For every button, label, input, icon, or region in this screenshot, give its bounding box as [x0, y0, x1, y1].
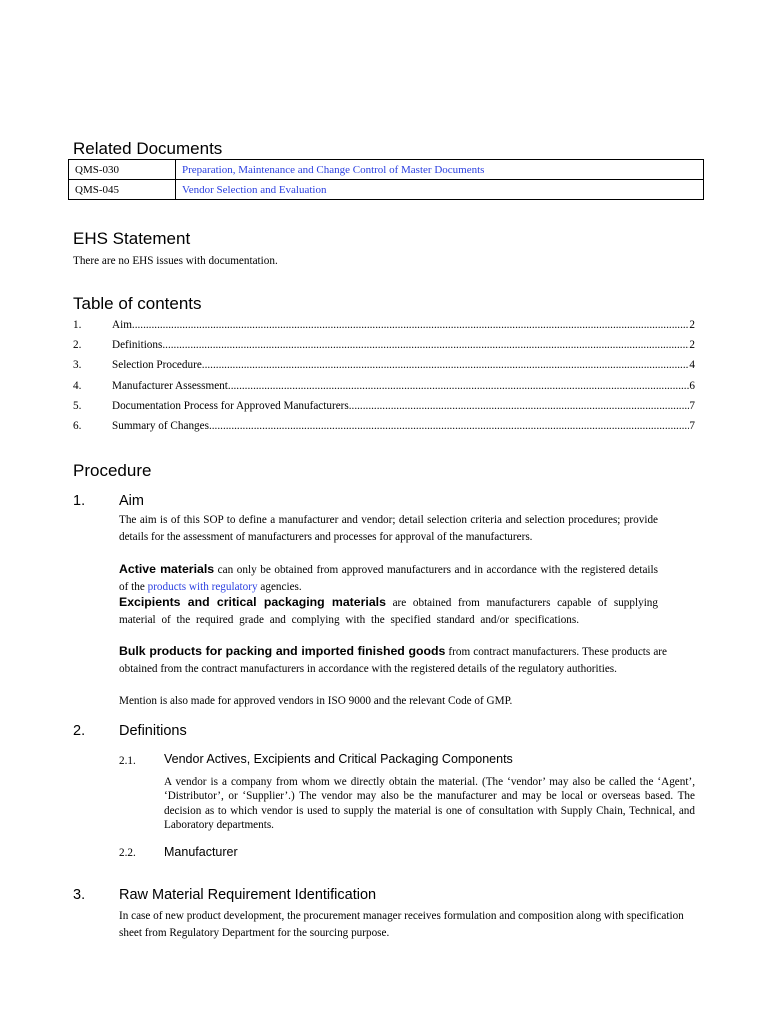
- toc-item[interactable]: [73, 359, 695, 375]
- toc-title: Selection Procedure: [112, 359, 202, 371]
- bulk-products-paragraph: [119, 643, 667, 677]
- section-number: 3.: [73, 887, 86, 903]
- toc-page: 7: [689, 400, 695, 412]
- section-title-raw-material: Raw Material Requirement Identification: [119, 887, 377, 903]
- active-materials-paragraph: [119, 561, 658, 595]
- doc-code: QMS-045: [69, 180, 176, 200]
- toc-title: Summary of Changes: [112, 420, 209, 432]
- toc-number: 3.: [73, 359, 82, 371]
- toc-page: 6: [689, 380, 695, 392]
- active-materials-label: Active materials: [119, 562, 215, 576]
- regulatory-products-link[interactable]: products with regulatory: [147, 580, 258, 593]
- table-row: [69, 160, 704, 180]
- vendor-definition-text: A vendor is a company from whom we directly obtain the material. (The ‘vendor’ may also be called the ‘Agent’, ‘Distributor’, or ‘Supplier’.) The vendor may also be the manufacturer and may be local or overseas based. The decision as to which vendor is used to supply the material is one of consultation with Supply Chain, Technical, and Laboratory departments.: [164, 776, 695, 831]
- subsection-title-vendor: Vendor Actives, Excipients and Critical Packaging Components: [164, 752, 513, 766]
- ehs-text: There are no EHS issues with documentation.: [73, 255, 278, 267]
- toc-number: 6.: [73, 420, 82, 432]
- active-materials-text-a: can only be obtained from approved manufacturers and in accordance with the registered details of the: [119, 564, 658, 593]
- doc-link[interactable]: Preparation, Maintenance and Change Control of Master Documents: [176, 160, 704, 180]
- toc-item[interactable]: [73, 380, 695, 396]
- toc-item[interactable]: [73, 319, 695, 335]
- toc-leader: [132, 319, 690, 331]
- doc-link[interactable]: Vendor Selection and Evaluation: [176, 180, 704, 200]
- active-materials-text-b: agencies.: [257, 580, 302, 593]
- procedure-heading: Procedure: [73, 461, 152, 480]
- toc-item[interactable]: [73, 339, 695, 355]
- toc-number: 5.: [73, 400, 82, 412]
- toc-leader: [228, 380, 690, 392]
- toc-heading: Table of contents: [73, 294, 202, 313]
- toc-page: 2: [689, 319, 695, 331]
- section-number: 1.: [73, 493, 86, 509]
- excipients-text: are obtained from manufacturers capable of supplying material of the required grade and complying with the specified standard and/or specifications.: [119, 597, 658, 626]
- subsection-title-manufacturer: Manufacturer: [164, 845, 238, 859]
- related-documents-heading: Related Documents: [73, 139, 223, 158]
- iso-mention: Mention is also made for approved vendors in ISO 9000 and the relevant Code of GMP.: [119, 695, 513, 707]
- toc-title: Documentation Process for Approved Manufacturers: [112, 400, 349, 412]
- toc-leader: [202, 359, 690, 371]
- bulk-products-text: from contract manufacturers. These products are obtained from the contract manufacturers in accordance with the registered details of the regulatory authorities.: [119, 646, 667, 675]
- toc-number: 2.: [73, 339, 82, 351]
- toc-leader: [162, 339, 689, 351]
- toc-leader: [209, 420, 689, 432]
- section-title-aim: Aim: [119, 493, 144, 509]
- toc-page: 4: [689, 359, 695, 371]
- subsection-number: 2.1.: [119, 755, 136, 767]
- ehs-heading: EHS Statement: [73, 229, 191, 248]
- toc-leader: [349, 400, 690, 412]
- toc-number: 4.: [73, 380, 82, 392]
- subsection-number: 2.2.: [119, 847, 136, 859]
- excipients-paragraph: [119, 594, 658, 628]
- table-row: [69, 180, 704, 200]
- toc-title: Definitions: [112, 339, 163, 351]
- toc-title: Manufacturer Assessment: [112, 380, 228, 392]
- toc-page: 2: [689, 339, 695, 351]
- raw-material-text: In case of new product development, the procurement manager receives formulation and composition along with specification sheet from Regulatory Department for the sourcing purpose.: [119, 910, 684, 939]
- toc-item[interactable]: [73, 420, 695, 436]
- toc-item[interactable]: [73, 400, 695, 416]
- section-number: 2.: [73, 723, 86, 739]
- toc-title: Aim: [112, 319, 132, 331]
- doc-code: QMS-030: [69, 160, 176, 180]
- excipients-label: Excipients and critical packaging materials: [119, 595, 386, 609]
- toc-number: 1.: [73, 319, 82, 331]
- related-documents-table: [68, 159, 704, 200]
- aim-intro: The aim is of this SOP to define a manufacturer and vendor; detail selection criteria and selection procedures; provide details for the assessment of manufacturers and processes for approval of the manufacturers.: [119, 514, 658, 543]
- toc-page: 7: [689, 420, 695, 432]
- section-title-definitions: Definitions: [119, 723, 187, 739]
- bulk-products-label: Bulk products for packing and imported finished goods: [119, 644, 446, 658]
